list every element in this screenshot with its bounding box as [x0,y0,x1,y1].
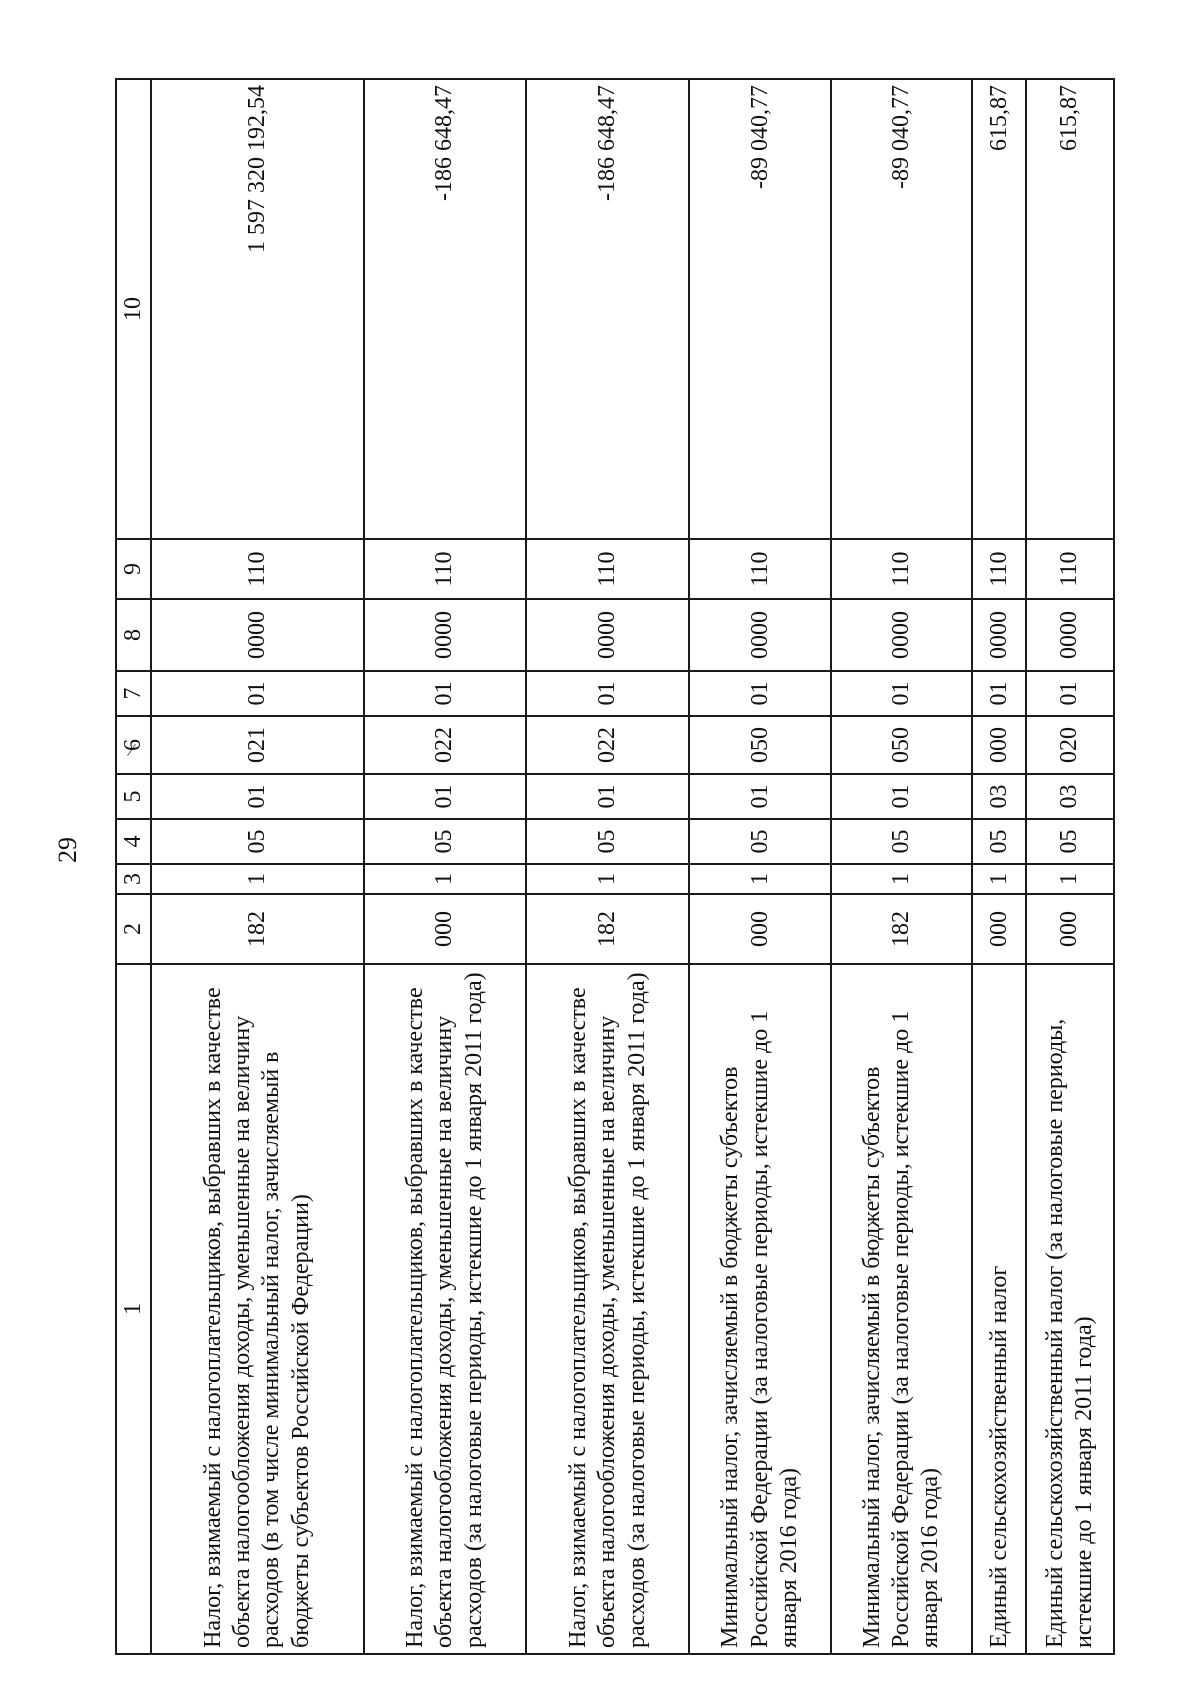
column-header-10: 10 [116,79,151,539]
code-cell-c8: 0000 [151,599,363,671]
amount-cell: 615,87 [972,79,1026,539]
code-cell-c3: 1 [1026,864,1114,894]
code-cell-c8: 0000 [972,599,1026,671]
table-row [151,79,363,1654]
table-row [831,79,973,1654]
code-cell-c2: 000 [364,894,527,964]
code-cell-c2: 000 [1026,894,1114,964]
code-cell-c7: 01 [1026,671,1114,716]
revenue-name-cell: Единый сельскохозяйственный налог (за налоговые периоды, истекшие до 1 января 2011 года) [1026,964,1114,1654]
code-cell-c3: 1 [151,864,363,894]
code-cell-c8: 0000 [526,599,689,671]
code-cell-c5: 01 [151,774,363,819]
amount-cell: -89 040,77 [689,79,831,539]
column-header-9: 9 [116,539,151,599]
code-cell-c8: 0000 [364,599,527,671]
table-row [689,79,831,1654]
code-cell-c3: 1 [689,864,831,894]
table-row [364,79,527,1654]
code-cell-c8: 0000 [831,599,973,671]
code-cell-c7: 01 [831,671,973,716]
code-cell-c4: 05 [526,819,689,864]
code-cell-c9: 110 [526,539,689,599]
amount-cell: -186 648,47 [526,79,689,539]
revenue-name-cell: Минимальный налог, зачисляемый в бюджеты субъектов Российской Федерации (за налоговые периоды, истекшие до 1 января 2016 года) [831,964,973,1654]
revenue-name-cell: Минимальный налог, зачисляемый в бюджеты субъектов Российской Федерации (за налоговые периоды, истекшие до 1 января 2016 года) [689,964,831,1654]
amount-cell: 1 597 320 192,54 [151,79,363,539]
amount-cell: 615,87 [1026,79,1114,539]
amount-cell: -186 648,47 [364,79,527,539]
table-row [972,79,1026,1654]
code-cell-c9: 110 [831,539,973,599]
code-cell-c2: 000 [689,894,831,964]
table-row [1026,79,1114,1654]
column-header-8: 8 [116,599,151,671]
code-cell-c6: 050 [831,716,973,774]
code-cell-c5: 01 [526,774,689,819]
code-cell-c4: 05 [151,819,363,864]
code-cell-c7: 01 [526,671,689,716]
code-cell-c6: 022 [526,716,689,774]
code-cell-c8: 0000 [1026,599,1114,671]
code-cell-c6: 021 [151,716,363,774]
code-cell-c4: 05 [689,819,831,864]
code-cell-c2: 182 [526,894,689,964]
code-cell-c9: 110 [364,539,527,599]
amount-cell: -89 040,77 [831,79,973,539]
code-cell-c6: 020 [1026,716,1114,774]
code-cell-c6: 050 [689,716,831,774]
code-cell-c4: 05 [1026,819,1114,864]
column-header-3: 3 [116,864,151,894]
code-cell-c7: 01 [364,671,527,716]
code-cell-c3: 1 [526,864,689,894]
code-cell-c5: 03 [1026,774,1114,819]
code-cell-c5: 01 [689,774,831,819]
code-cell-c4: 05 [972,819,1026,864]
code-cell-c9: 110 [1026,539,1114,599]
code-cell-c9: 110 [689,539,831,599]
code-cell-c5: 01 [364,774,527,819]
rotated-table-wrapper [115,80,1115,1655]
column-header-2: 2 [116,894,151,964]
code-cell-c6: 000 [972,716,1026,774]
code-cell-c6: 022 [364,716,527,774]
code-cell-c7: 01 [972,671,1026,716]
code-cell-c5: 01 [831,774,973,819]
code-cell-c2: 182 [831,894,973,964]
code-cell-c3: 1 [831,864,973,894]
column-header-5: 5 [116,774,151,819]
code-cell-c2: 000 [972,894,1026,964]
column-header-7: 7 [116,671,151,716]
code-cell-c4: 05 [364,819,527,864]
code-cell-c9: 110 [972,539,1026,599]
budget-table [115,78,1115,1655]
table-row [526,79,689,1654]
column-header-4: 4 [116,819,151,864]
table-body [151,79,1114,1654]
column-header-6: 6 [116,716,151,774]
code-cell-c3: 1 [364,864,527,894]
code-cell-c4: 05 [831,819,973,864]
code-cell-c7: 01 [689,671,831,716]
column-header-1: 1 [116,964,151,1654]
code-cell-c8: 0000 [689,599,831,671]
revenue-name-cell: Налог, взимаемый с налогоплательщиков, выбравших в качестве объекта налогообложения доходы, уменьшенные на величину расходов (за налоговые периоды, истекшие до 1 января 2011 года) [526,964,689,1654]
code-cell-c7: 01 [151,671,363,716]
header-row [116,79,151,1654]
revenue-name-cell: Налог, взимаемый с налогоплательщиков, выбравших в качестве объекта налогообложения доходы, уменьшенные на величину расходов (в том числе минимальный налог, зачисляемый в бюджеты субъектов Российской Федерации) [151,964,363,1654]
code-cell-c5: 03 [972,774,1026,819]
code-cell-c3: 1 [972,864,1026,894]
revenue-name-cell: Налог, взимаемый с налогоплательщиков, выбравших в качестве объекта налогообложения доходы, уменьшенные на величину расходов (за налоговые периоды, истекшие до 1 января 2011 года) [364,964,527,1654]
revenue-name-cell: Единый сельскохозяйственный налог [972,964,1026,1654]
page-number: 29 [53,837,82,863]
code-cell-c2: 182 [151,894,363,964]
code-cell-c9: 110 [151,539,363,599]
